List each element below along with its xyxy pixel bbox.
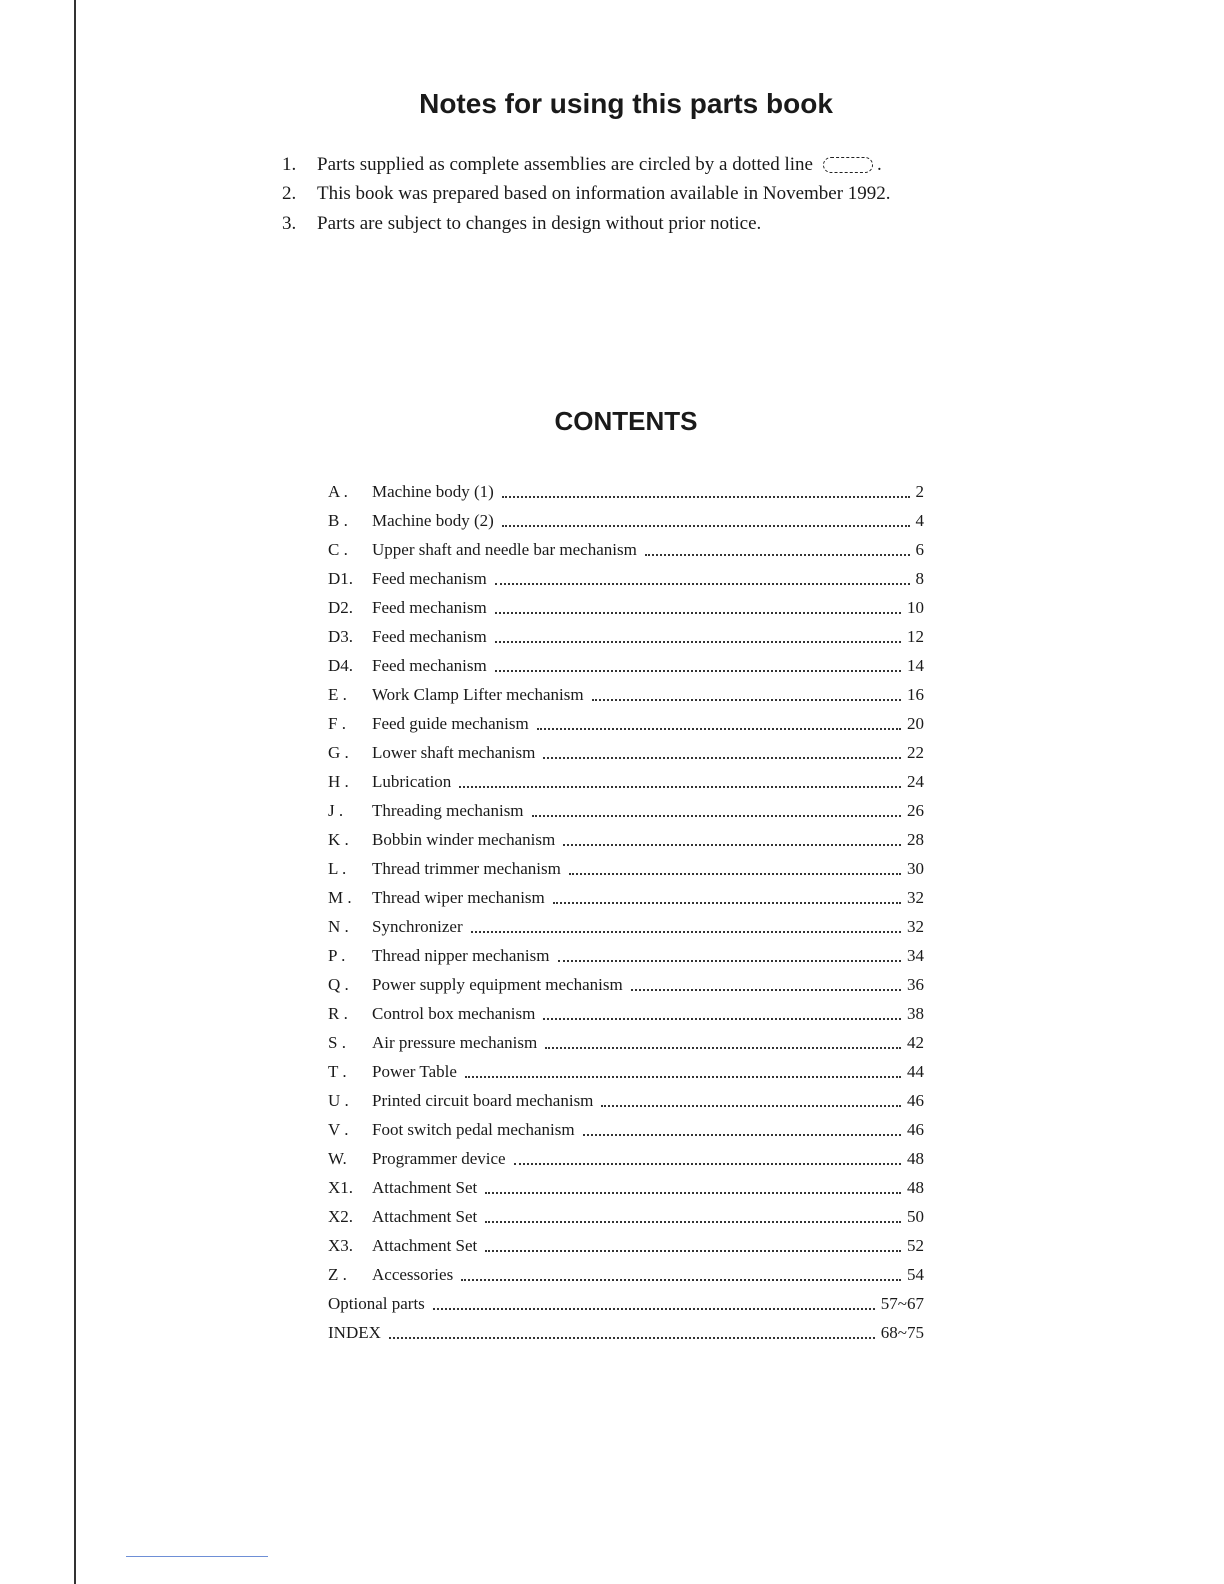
contents-entry-title: Attachment Set: [372, 1178, 478, 1197]
notes-list: [282, 150, 942, 239]
contents-entry-letter: J .: [328, 801, 344, 820]
dot-leader: [583, 1134, 901, 1136]
contents-entry-letter: H .: [328, 772, 349, 791]
contents-entry-title: Threading mechanism: [372, 801, 524, 820]
contents-entry-title: Optional parts: [328, 1294, 425, 1313]
contents-entry-letter: P .: [328, 946, 346, 965]
contents-entry: [328, 1320, 924, 1349]
contents-entry-page: 2: [915, 482, 924, 501]
contents-entry-title: Power supply equipment mechanism: [372, 975, 623, 994]
contents-entry-page: 30: [907, 859, 924, 878]
dot-leader: [465, 1076, 901, 1078]
contents-entry-page: 54: [907, 1265, 924, 1284]
dot-leader: [569, 873, 901, 875]
contents-entry-letter: A .: [328, 482, 348, 501]
dot-leader: [485, 1192, 901, 1194]
contents-entry-title: Machine body (2): [372, 511, 494, 530]
note-text: Parts are subject to changes in design without prior notice.: [317, 212, 762, 234]
contents-entry-title: Power Table: [372, 1062, 457, 1081]
contents-entry: [328, 624, 924, 653]
note-number: 1.: [282, 153, 297, 175]
dot-leader: [558, 960, 902, 962]
contents-entry-page: 8: [915, 569, 924, 588]
contents-entry: [328, 1030, 924, 1059]
contents-entry-page: 20: [907, 714, 924, 733]
contents-entry-title: Synchronizer: [372, 917, 463, 936]
contents-entry-page: 6: [915, 540, 924, 559]
contents-entry-letter: V .: [328, 1120, 349, 1139]
dot-leader: [485, 1250, 901, 1252]
contents-entry: [328, 537, 924, 566]
contents-entry-title: Machine body (1): [372, 482, 494, 501]
contents-entry-page: 32: [907, 888, 924, 907]
dot-leader: [592, 699, 901, 701]
contents-entry-page: 4: [915, 511, 924, 530]
contents-entry-letter: R .: [328, 1004, 348, 1023]
contents-entry-page: 28: [907, 830, 924, 849]
note-item: [282, 209, 942, 239]
contents-entry-title: Printed circuit board mechanism: [372, 1091, 594, 1110]
contents-entry-page: 57~67: [880, 1294, 924, 1313]
contents-entry-letter: C .: [328, 540, 348, 559]
contents-entry-page: 34: [907, 946, 924, 965]
contents-entry-letter: T .: [328, 1062, 347, 1081]
contents-entry-page: 32: [907, 917, 924, 936]
contents-entry-letter: F .: [328, 714, 346, 733]
contents-entry-title: Thread wiper mechanism: [372, 888, 545, 907]
contents-entry-letter: D3.: [328, 627, 354, 646]
contents-entry-letter: E .: [328, 685, 347, 704]
contents-entry-page: 38: [907, 1004, 924, 1023]
dot-leader: [495, 641, 901, 643]
contents-entry-title: Air pressure mechanism: [372, 1033, 538, 1052]
contents-entry: [328, 1233, 924, 1262]
note-text: Parts supplied as complete assemblies are circled by a dotted line: [317, 153, 813, 175]
contents-entry: [328, 1291, 924, 1320]
dot-leader: [485, 1221, 901, 1223]
dot-leader: [537, 728, 901, 730]
contents-entry-title: Feed mechanism: [372, 598, 487, 617]
contents-entry-page: 12: [907, 627, 924, 646]
contents-entry-title: Attachment Set: [372, 1207, 478, 1226]
dot-leader: [502, 525, 910, 527]
dot-leader: [645, 554, 910, 556]
contents-entry-title: Foot switch pedal mechanism: [372, 1120, 575, 1139]
contents-entry: [328, 1059, 924, 1088]
contents-entry-letter: L .: [328, 859, 347, 878]
contents-entry-letter: B .: [328, 511, 348, 530]
dot-leader: [471, 931, 901, 933]
contents-entry-page: 14: [907, 656, 924, 675]
contents-entry-title: Upper shaft and needle bar mechanism: [372, 540, 637, 559]
dot-leader: [459, 786, 901, 788]
contents-entry-page: 42: [907, 1033, 924, 1052]
contents-entry: [328, 914, 924, 943]
dot-leader: [389, 1337, 875, 1339]
binding-margin-line: [74, 0, 76, 1584]
dot-leader: [532, 815, 901, 817]
contents-entry-page: 10: [907, 598, 924, 617]
footer-rule: [126, 1556, 268, 1557]
contents-entry-letter: K .: [328, 830, 349, 849]
contents-entry: [328, 856, 924, 885]
contents-entry-page: 50: [907, 1207, 924, 1226]
contents-entry-letter: X3.: [328, 1236, 354, 1255]
contents-entry: [328, 682, 924, 711]
contents-title: CONTENTS: [554, 406, 698, 436]
contents-entry: [328, 595, 924, 624]
contents-entry: [328, 885, 924, 914]
contents-entry: [328, 972, 924, 1001]
contents-entry-letter: S .: [328, 1033, 346, 1052]
contents-entry-page: 44: [907, 1062, 924, 1081]
contents-entry-title: Programmer device: [372, 1149, 506, 1168]
contents-entry: [328, 508, 924, 537]
contents-list: [328, 479, 924, 1349]
contents-entry-letter: Q .: [328, 975, 349, 994]
contents-entry-letter: D4.: [328, 656, 354, 675]
contents-entry-letter: M .: [328, 888, 352, 907]
contents-entry: [328, 1001, 924, 1030]
dot-leader: [461, 1279, 901, 1281]
contents-entry-title: Work Clamp Lifter mechanism: [372, 685, 584, 704]
dot-leader: [495, 670, 901, 672]
contents-entry: [328, 1262, 924, 1291]
contents-entry-letter: D1.: [328, 569, 354, 588]
note-number: 3.: [282, 212, 297, 234]
contents-entry-letter: Z .: [328, 1265, 347, 1284]
note-item: [282, 150, 942, 180]
note-text: This book was prepared based on information available in November 1992.: [317, 183, 891, 205]
dot-leader: [563, 844, 901, 846]
contents-entry-letter: X2.: [328, 1207, 354, 1226]
contents-entry-page: 16: [907, 685, 924, 704]
dotted-outline-icon: [823, 157, 873, 173]
contents-entry-letter: N .: [328, 917, 349, 936]
contents-entry: [328, 1175, 924, 1204]
contents-entry-letter: W.: [328, 1149, 347, 1168]
contents-entry: [328, 798, 924, 827]
notes-title: Notes for using this parts book: [419, 88, 833, 119]
contents-entry-title: Feed mechanism: [372, 627, 487, 646]
contents-entry-page: 22: [907, 743, 924, 762]
contents-entry: [328, 943, 924, 972]
contents-entry-title: Bobbin winder mechanism: [372, 830, 556, 849]
dot-leader: [495, 612, 901, 614]
contents-entry-title: Accessories: [372, 1265, 454, 1284]
note-item: [282, 180, 942, 210]
contents-entry: [328, 711, 924, 740]
contents-entry: [328, 479, 924, 508]
contents-entry: [328, 1204, 924, 1233]
dot-leader: [631, 989, 901, 991]
contents-entry-title: Attachment Set: [372, 1236, 478, 1255]
contents-entry-title: INDEX: [328, 1323, 381, 1342]
contents-entry-title: Lubrication: [372, 772, 452, 791]
contents-entry-page: 52: [907, 1236, 924, 1255]
contents-entry-title: Feed mechanism: [372, 569, 487, 588]
contents-entry-page: 36: [907, 975, 924, 994]
contents-entry-title: Thread trimmer mechanism: [372, 859, 561, 878]
contents-entry-title: Thread nipper mechanism: [372, 946, 550, 965]
contents-entry: [328, 1146, 924, 1175]
contents-entry: [328, 653, 924, 682]
dot-leader: [543, 1018, 901, 1020]
contents-entry-title: Feed mechanism: [372, 656, 487, 675]
contents-entry: [328, 1117, 924, 1146]
contents-entry-letter: D2.: [328, 598, 354, 617]
dot-leader: [553, 902, 901, 904]
contents-entry-page: 24: [907, 772, 924, 791]
contents-entry-page: 46: [907, 1091, 924, 1110]
contents-entry: [328, 740, 924, 769]
dot-leader: [514, 1163, 901, 1165]
contents-entry: [328, 566, 924, 595]
contents-entry-letter: G .: [328, 743, 349, 762]
contents-entry-title: Lower shaft mechanism: [372, 743, 536, 762]
contents-entry: [328, 1088, 924, 1117]
contents-entry-page: 48: [907, 1149, 924, 1168]
contents-entry: [328, 827, 924, 856]
note-number: 2.: [282, 183, 297, 205]
contents-entry: [328, 769, 924, 798]
contents-entry-page: 26: [907, 801, 924, 820]
contents-entry-letter: X1.: [328, 1178, 354, 1197]
contents-entry-letter: U .: [328, 1091, 349, 1110]
dot-leader: [433, 1308, 875, 1310]
contents-entry-title: Feed guide mechanism: [372, 714, 529, 733]
dot-leader: [543, 757, 901, 759]
contents-entry-page: 48: [907, 1178, 924, 1197]
contents-entry-title: Control box mechanism: [372, 1004, 536, 1023]
dot-leader: [502, 496, 910, 498]
dot-leader: [545, 1047, 901, 1049]
dot-leader: [601, 1105, 901, 1107]
note-tail: .: [876, 153, 882, 175]
dot-leader: [495, 583, 910, 585]
contents-entry-page: 46: [907, 1120, 924, 1139]
contents-entry-page: 68~75: [880, 1323, 924, 1342]
